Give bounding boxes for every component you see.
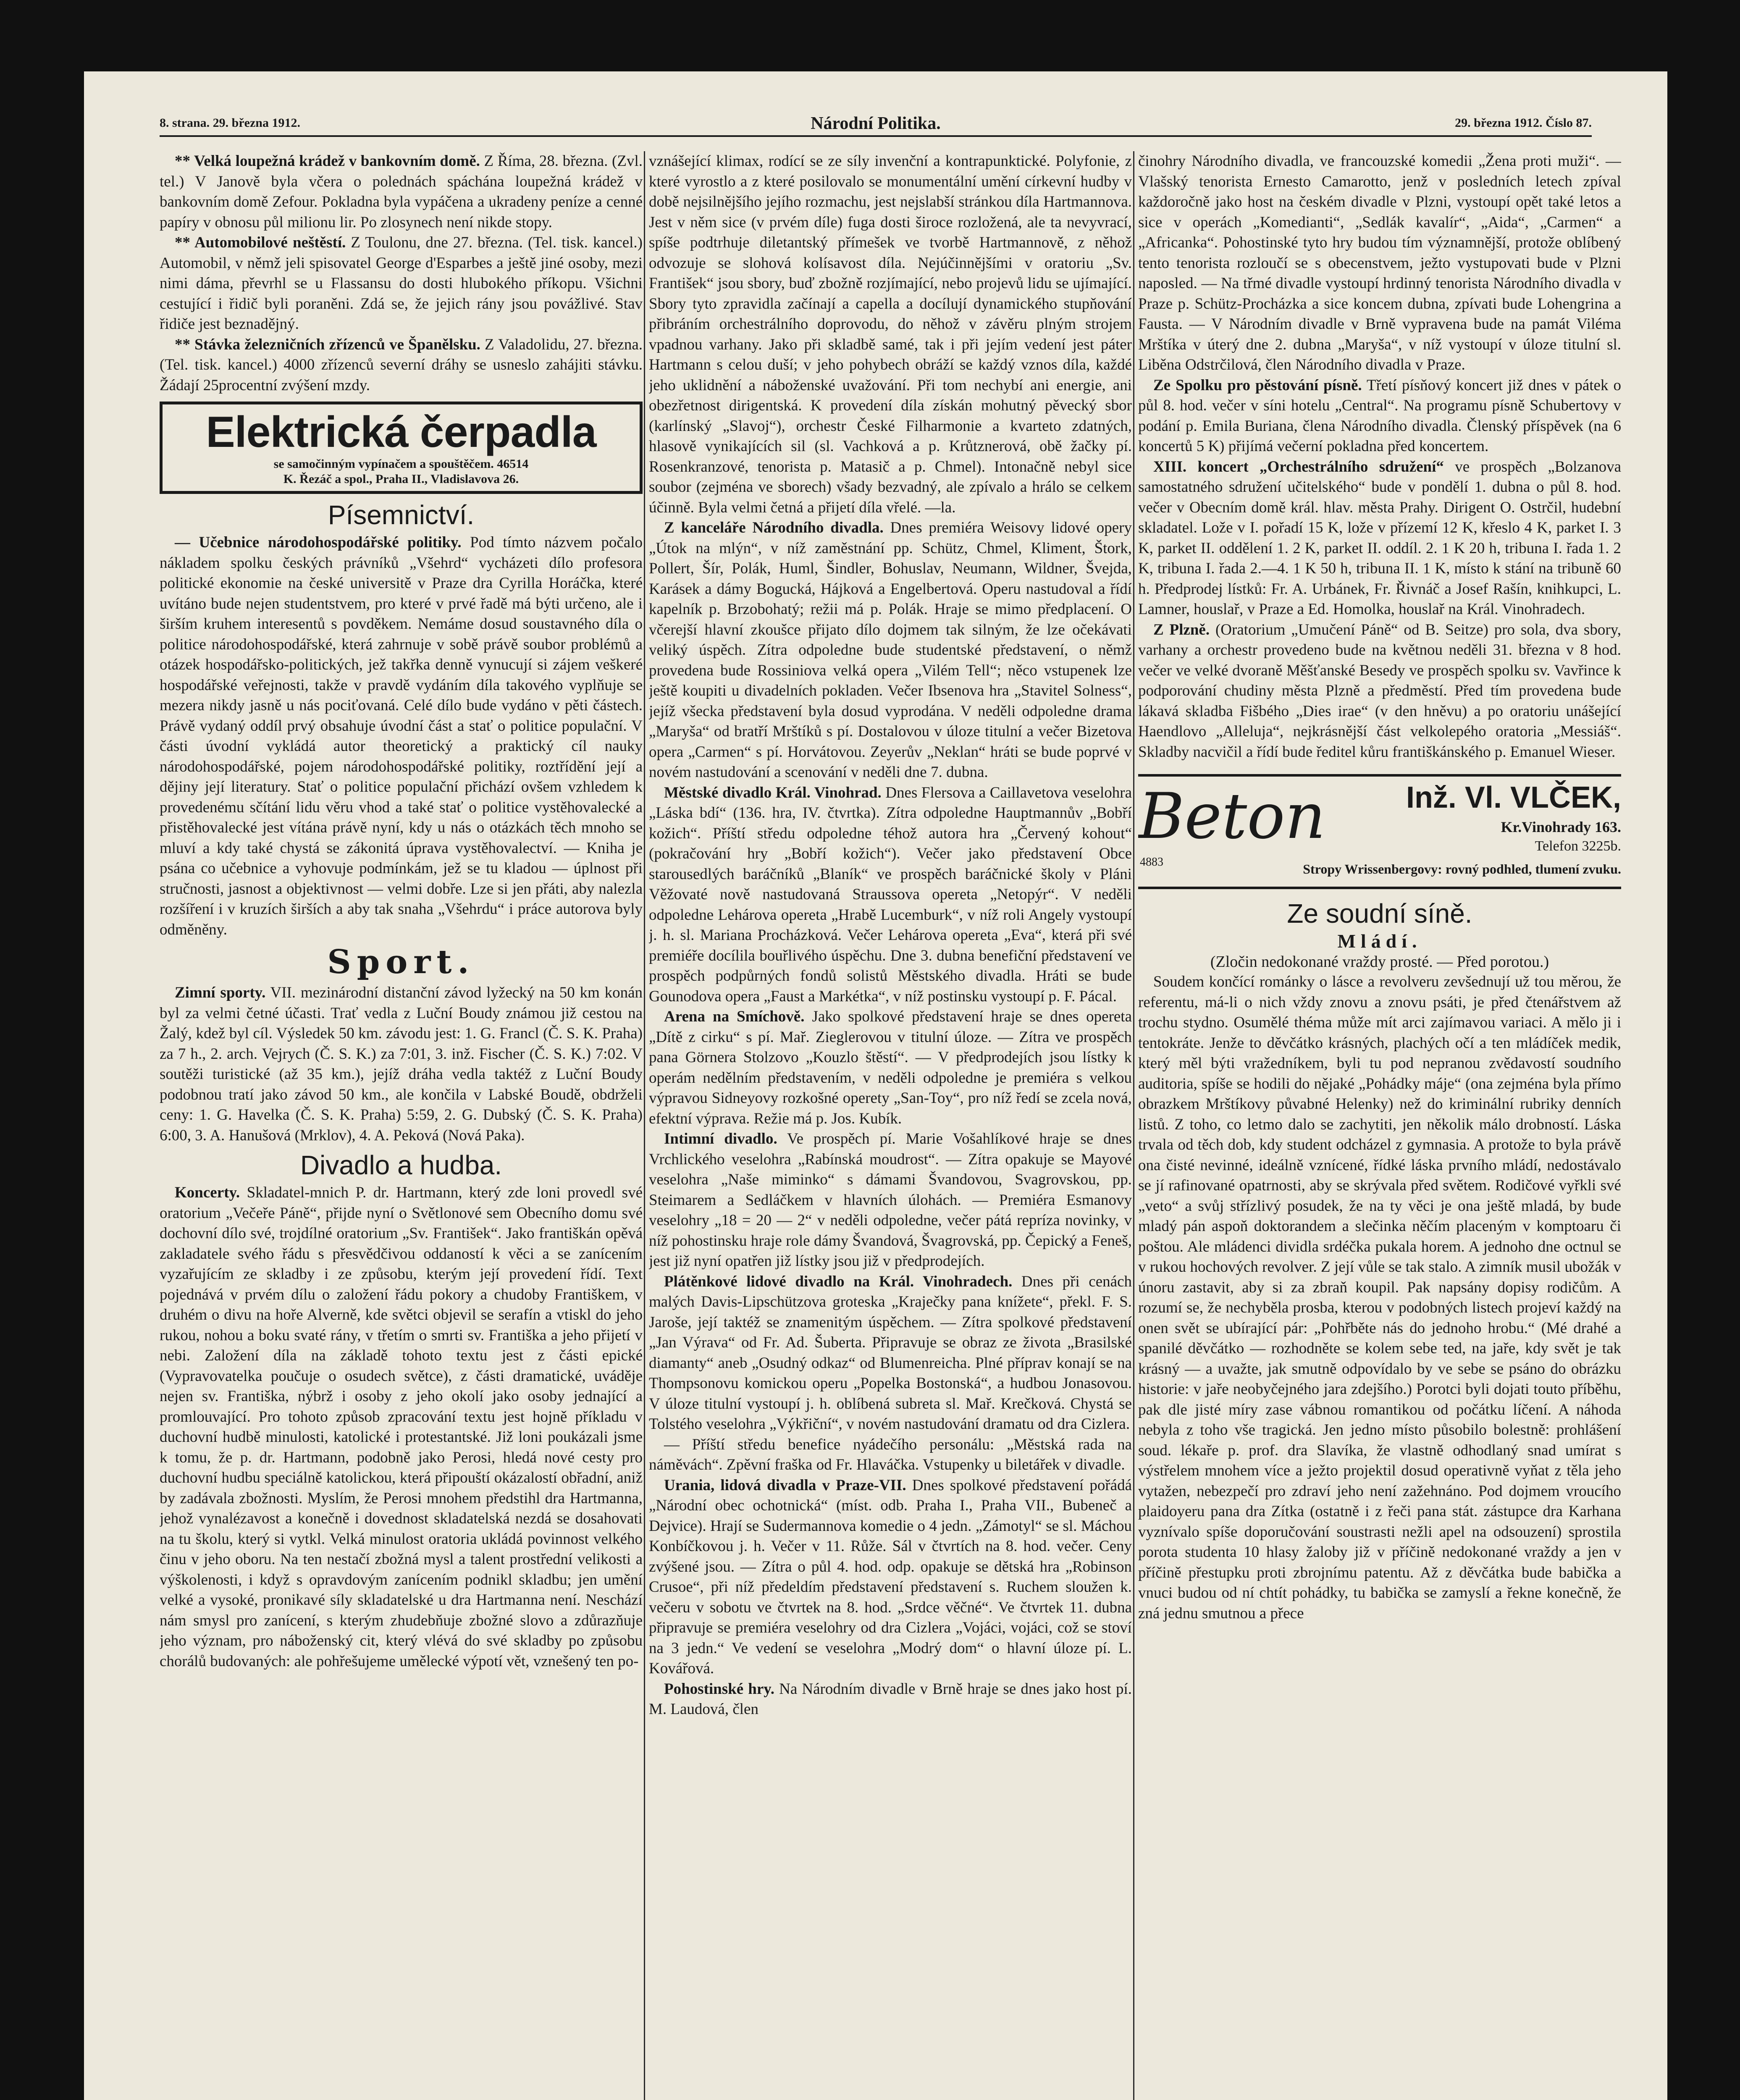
- article-courtroom: Soudem končící románky o lásce a revolveru zevšednují už tou měrou, že referentu, má-li o nich vždy znovu a znovu psáti, je před čtenářstvem až trochu stydno. Osumělé théma může mít arci zajímavou variaci. A mělo ji i tentokráte. Jenže to děvčátko krásných, plachých očí a ten mládíček medik, který měl býti vražedníkem, byli tu pod nepranou zvědavostí soudního auditoria, spíše se hodili do nějaké „Pohádky máje“ (ona zejména byla přímo obrazkem Mrštíkovy půvabné Helenky) než do kriminální rubriky denních listů. Z toho, co letmo dalo se zachytiti, jen několik málo drobností. Láska trvala od těch dob, kdy student odcházel z gymnasia. A protože to byla právě ona čisté nevinné, ideálně vznícené, řídké láska prvního mládí, nedostávalo se jí rafinované opatrnosti, aby se skrývala před světem. Rodičové vyřkli své „veto“ a svůj střízlivý posudek, že na ty věci je ona ještě mladá, by bude mladý pán aspoň doktorandem a slečinka něčím placeným v komptoaru či poštou. Ale mládenci dividla srdéčka pukala horem. A jednoho dne octnul se v rukou hochových revolver. Z její vůle se tak stalo. A zimník musil ubožák v únoru zastavit, aby si za zbraň koupil. Pak napsány dopisy rodičům. A rozumí se, že nechyběla prosba, kterou v podobných listech projeví každý na onen svět se ubírající pár: „Pohřběte nás do jednoho hrobu.“ (Mé drahé a spanilé děvčátko — rozhodněte se kolem sebe ted, na jaře, kdy svět je tak krásný — a uvažte, jak smutně odpovídalo by ve sebe se psáno do obrázku historie: v jaře neobyčejného jara zdejšího.) Porotci byli dojati touto příběhu, pak dle jisté míry zase vábnou romantikou od počátku líčení. A náhoda nebyla z toho vše tragická. Jen jedno místo působilo bolestně: prohlášení soud. lékaře p. prof. dra Slavíka, že vlastně odhodlaný snad umírat s výstřelem mnohem více a ježto projektil dosud operativně vyňat z těla jeho vytažen, nebezpečí pro zdraví jeho není zažehnáno. Pod dojmem vroucího plaidoyeru pana dra Zítka (ostatně i z řeči pana stát. zástupce dra Karhana vyznívalo spíše doporučování soustrasti nežli apel na odsouzení) sprostila porota studenta 10 hlasy žaloby již v příčině nedokonané vraždy a jen v příčině přestupku proti zbrojnímu patentu. Až z děvčátka bude babička a vnuci budou od ní chtít pohádky, tu babička se zamyslí a řekne konečně, že zná jednu smutnou a přece: [1138, 973, 1621, 1622]
- article-heading: Arena na Smíchově.: [664, 1008, 805, 1025]
- advertisement-beton: [1138, 774, 1621, 889]
- article-text: Třetí písňový koncert již dnes v pátek o půl 8. hod. večer v síni hotelu „Central“. Na programu písně Schubertovy v podání p. Emila Buriana, člena Národního divadla. Členský příspěvek (na 6 koncertů 5 K) přijímá večerní pokladna před koncertem.: [1138, 376, 1621, 455]
- column-divider: [644, 151, 645, 2100]
- article-text: Dnes premiéra Weisovy lidové opery „Útok na mlýn“, v níž zaměstnání pp. Schütz, Chmel, Kliment, Štork, Pollert, Šír, Polák, Huml, Šindler, Bohuslav, Neumann, Wildner, Švejda, Karásek a dámy Bogucká, Hájková a Engelbertová. Operu nastudoval a řídí kapelník p. Brzobohatý; režii má p. Polák. Hraje se mimo předplacení. O včerejší hlavní zkoušce přijato dílo dojmem tak silným, že lze očekávati veliký úspěch. Zítra odpoledne bude studentské představení, o němž provedena bude Rossiniova velká opera „Vilém Tell“; něco vstupenek lze ještě koupiti u divadelních pokladen. Večer Ibsenova hra „Stavitel Solness“, jejíž všecka představení byla dosud vyprodána. V neděli odpoledne drama „Maryša“ od bratří Mrštíků s pí. Dostalovou v úloze titulní a večer Bizetova opera „Carmen“ s pí. Horvátovou. Zeyerův „Neklan“ hráti se bude poprvé v novém nastudování a scenování v neděli dne 7. dubna.: [649, 519, 1132, 781]
- article-orchestral-concert: [1138, 457, 1621, 620]
- article-heading: Z Plzně.: [1153, 621, 1210, 638]
- article-text: Na Národním divadle v Brně hraje se dnes jako host pí. M. Laudová, člen: [649, 1680, 1132, 1718]
- ad-description: Stropy Wrissenbergovy: rovný podhled, tlumení zvuku.: [1303, 861, 1621, 877]
- article-heading: Pohostinské hry.: [664, 1680, 774, 1698]
- ad-title: Elektrická čerpadla: [206, 408, 596, 457]
- article-heading: ** Stávka železničních zřízenců ve Španělsku.: [175, 336, 480, 353]
- article-heading: ** Velká loupežná krádež v bankovním domě.: [175, 152, 480, 170]
- article-robbery: [160, 151, 643, 233]
- article-winter-sports: [160, 983, 643, 1146]
- article-urania: [649, 1475, 1132, 1679]
- section-title-literature: Písemnictví.: [328, 500, 475, 530]
- article-text: Z Říma, 28. března. (Zvl. tel.) V Janově byla včera o polednách spáchána loupežná krádež v bankovním domě Zefour. Pokladna byla vypáčena a ukradeny peníze a cenné papíry v obnosu půl milionu lir. Po zlosynech není nikde stopy.: [160, 152, 643, 231]
- article-concerts: [160, 1183, 643, 1672]
- article-concerts-continued: vznášející klimax, rodící se ze síly invenční a kontrapunktické. Polyfonie, z které vyrostlo a z které posilovalo se monumentální umění církevní hudby v době nejsilnějšího jejího rozmachu, jest nejslabší stránkou díla Hartmannova. Jest v něm sice (v prvém díle) fuga dosti široce rozložená, ale ta nevyvrací, spíše podtrhuje diletantský přímešek ve tvorbě Hartmannově, z něhož odvozuje se slohová kolísavost díla. Nejúčinnějšími v oratoriu „Sv. František“ jsou sbory, buď zbožně rozjímající, nebo projevů lidu se ujímající. Sbory tyto zpravidla začínají a capella a docílují dynamického stupňování přibráním orchestrálního doprovodu, do něhož v závěru plným strojem vpadnou varhany. Jako při skladbě samé, tak i při jejím vedení jest páter Hartmann s celou duší; v jeho pohybech obráží se každý vznos díla, každé jeho uklidnění a náboženské uvažování. Při tom nechybí ani energie, ani obezřetnost dirigentská. K provedení díla získán mohutný pěvecký sbor (karlínský „Slavoj“), orchestr České Filharmonie a kvarteto zdatných, hlasově vynikajících sil (sl. Vachková a p. Krůtznerová, obě žačky pí. Rosenkranzové, tenorista p. Matasič a p. Chmel). Intonačně nebyl sice soubor (zejména ve sborech) všady bezvadný, ale zpívalo a hrálo se celkem účinně. Byla velmi četná a přijetí díla vřelé. —la.: [649, 152, 1132, 516]
- article-heading: Zimní sporty.: [175, 984, 266, 1001]
- column-1: [160, 151, 643, 2100]
- newspaper-page: [84, 71, 1667, 2100]
- article-text: Z Valadolidu, 27. března. (Tel. tisk. kancel.) 4000 zřízenců severní dráhy se usneslo zahájiti stávku. Žádají 25procentní zvýšení mzdy.: [160, 336, 643, 394]
- column-divider: [1133, 151, 1134, 2100]
- article-automobile: [160, 233, 643, 335]
- article-benefit: — Příští středu benefice nyádečího personálu: „Městská rada na náměvách“. Zpěvní fraška od Fr. Hlaváčka. Vstupenky u biletářek v divadle.: [649, 1436, 1132, 1473]
- section-title-theatre-music: Divadlo a hudba.: [300, 1150, 502, 1180]
- article-guest-continued: činohry Národního divadla, ve francouzské komedii „Žena proti muži“. — Vlašský tenorista Ernesto Camarotto, jenž v posledních letech zpíval každoročně jako host na českém divadle v Plzni, vystoupí opět také letos a sice v operách „Komedianti“, „Sedlák kavalír“, „Aida“, „Carmen“ a „Africanka“. Pohostinské tyto hry budou tím významnější, protože oblíbený tento tenorista rozloučí se s obecenstvem, ježto vystupovati bude v Plzni naposled. — Na třmé divadle vystoupí hrdinný tenorista Národního divadla v Praze p. Schütz-Procházka a sice koncem dubna, zpívati bude Lohengrina a Fausta. — V Národním divadle v Brně vypravena bude na památ Viléma Mrštíka v úterý dne 2. dubna „Maryša“, v níž vystoupí v úloze titulní sl. Liběna Odstrčilová, člen Národního divadla v Praze.: [1138, 152, 1621, 373]
- header-date-issue: 29. března 1912. Číslo 87.: [1455, 116, 1592, 130]
- page-header: [160, 110, 1592, 137]
- article-heading: Urania, lidová divadla v Praze-VII.: [664, 1476, 906, 1494]
- article-intimate-theatre: [649, 1129, 1132, 1272]
- section-title-sport: Sport.: [327, 943, 475, 981]
- article-song-society: [1138, 375, 1621, 457]
- advertisement-pumps: [160, 402, 643, 494]
- article-text: VII. mezinárodní distanční závod lyžecký na 50 km konán byl za velmi četné účasti. Trať vedla z Luční Boudy známou již cestou na Žalý, kdež byl cíl. Výsledek 50 km. závodu jest: 1. G. Francl (Č. S. K. Praha) za 7 h., 2. arch. Vejrych (Č. S. K.) za 7:01, 3. inž. Fischer (Č. S. K.) 7:02. V soutěži turistické (až 35 km.), jejíž dráha vedla taktéž z Luční Boudy podobnou tratí jako závod 50 km., ale končila v Labské Boudě, obdrželi ceny: 1. G. Havelka (Č. S. K. Praha) 5:59, 2. G. Dubský (Č. S. K. Praha) 6:00, 3. A. Hanušová (Mrklov), 4. A. Peková (Nová Paka).: [160, 984, 643, 1144]
- article-folk-theatre: [649, 1272, 1132, 1435]
- section-title-courtroom: Ze soudní síně.: [1287, 898, 1472, 929]
- ad-address: K. Řezáč a spol., Praha II., Vladislavova 26.: [283, 472, 519, 486]
- article-heading: Plátěnkové lidové divadlo na Král. Vinohradech.: [664, 1273, 1013, 1290]
- article-arena-smichov: [649, 1007, 1132, 1129]
- article-heading: Z kanceláře Národního divadla.: [664, 519, 884, 536]
- article-text: Dnes Flersova a Caillavetova veselohra „Láska bdí“ (136. hra, IV. čtvrtka). Zítra odpoledne Hauptmannův „Bobří kožich“. Příští středu odpoledne téhož autora hra „Červený kohout“ (pokračování hry „Bobří kožich“). Večer jako představení Obce starousedlých baráčníků „Blaník“ ve prospěch baráčnické školy v Pláni Věžovaté nově nastudovaná Straussova opereta „Netopýr“. V neděli odpoledne Lehárova opereta „Hrabě Lucemburk“, v níž roli Angely vystoupí j. h. sl. Mariana Procházková. Večer Lehárova opereta „Eva“, která při své premiéře docílila bouřlivého úspěchu. Dne 3. dubna benefiční představení ve prospěch podpůrných fondů solistů Městského divadla. Hráti se bude Gounodova opera „Faust a Markétka“, v níž postinsku vystoupí p. F. Pácal.: [649, 784, 1132, 1005]
- article-text: Z Toulonu, dne 27. března. (Tel. tisk. kancel.) Automobil, v němž jeli spisovatel George d'Esparbes a ještě jiné osoby, mezi nimi dáma, převrhl se u Flassansu do dosti hlubokého příkopu. Všichni cestující i řidič byli poraněni. Zdá se, že jejich rány jsou povážlivé. Stav řidiče jest beznadějný.: [160, 234, 643, 333]
- article-title-youth: Mládí.: [1337, 930, 1422, 952]
- article-text: Dnes při cenách malých Davis-Lipschützova groteska „Kraječky pana knížete“, překl. F. S. Jaroše, její taktéž se znamenitým úspěchem. — Zítra spolkové představení „Jan Výrava“ od Fr. Ad. Šuberta. Připravuje se obraz ze života „Brasilské diamanty“ aneb „Osudný odkaz“ od Blumenreicha. Plné příprav konají se na Thompsonovu komickou operu „Popelka Bostonská“, a hudbou Jonasovou. V úloze titulní vystoupí j. h. oblíbená subreta sl. Mař. Krečková. Chystá se Tolstého veselohra „Výkřiční“, v novém nastudování dramatu od dra Cizlera.: [649, 1273, 1132, 1433]
- beton-logo: Beton: [1138, 780, 1326, 853]
- article-text: Jako spolkové představení hraje se dnes opereta „Dítě z cirku“ s pí. Mař. Zieglerovou v titulní úloze. — Zítra ve prospěch pana Görnera Stolzovo „Kouzlo štěstí“. — V předprodejích jsou lístky k operám nedělním představením, v neděli odpoledne je premiéra s velkou výpravou Sidneyovy rozkošné operety „San-Toy“, pro níž ředí se zcela nová, efektní výprava. Režie má p. Jos. Kubík.: [649, 1008, 1132, 1127]
- article-subtitle: (Zločin nedokonané vraždy prosté. — Před porotou.): [1210, 953, 1549, 971]
- column-3: [1138, 151, 1621, 2100]
- article-heading: ** Automobilové neštěstí.: [175, 234, 346, 251]
- column-2: [649, 151, 1132, 2100]
- article-heading: Intimní divadlo.: [664, 1130, 777, 1147]
- article-heading: XIII. koncert „Orchestrálního sdružení“: [1153, 458, 1444, 475]
- ad-phone: Telefon 3225b.: [1535, 838, 1621, 854]
- article-heading: Městské divadlo Král. Vinohrad.: [664, 784, 882, 801]
- article-heading: — Učebnice národohospodářské politiky.: [175, 534, 462, 551]
- ad-address: Kr.Vinohrady 163.: [1501, 819, 1621, 835]
- article-text: Dnes spolkové představení pořádá „Národní obec ochotnická“ (míst. odb. Praha I., Praha VII., Bubeneč a Dejvice). Hrají se Sudermannova komedie o 4 jedn. „Zámotyl“ se sl. Máchou Konbíčkovou j. h. Večer v 11. Růže. Sál v čtvrtích na 8. hod. večer. Ceny zvýšené jsou. — Zítra o půl 4. hod. odp. opakuje se dětská hra „Robinson Crusoe“, při níž předeldím představení představení s. Ruchem sloužen k. večeru v sobotu ve čtvrtek na 8. hod. „Srdce věčné“. Ve čtvrtek 11. dubna připravuje se premiéra veselohry od dra Cizlera „Vojáci, vojáci, což se stoví na 3 jedn.“ Ve vedení se veselohra „Modrý dom“ o hlavní úloze pí. L. Kovářová.: [649, 1476, 1132, 1677]
- ad-number: 4883: [1140, 856, 1163, 869]
- article-text: Skladatel-mnich P. dr. Hartmann, který zde loni provedl své oratorium „Večeře Páně“, přijde nyní o Světlonové sem Obecního domu své dochovní dílo své, trojdílné oratorium „Sv. František“. Jako františkán opěvá zakladatele svého řádu s přesvědčivou oddaností k věci a se zanícením vyzařujícím ze skladby i ze způsobu, kterým její provedení řídí. Text pojednává v prvém dílu o založení řádu pokory a chudoby Františkem, v druhém o divu na hoře Alverně, kde světci objevil se serafín a vtiskl do jeho rukou, nohou a boku svaté rány, v třetím o smrti sv. Františka a jeho přijetí v nebi. Založení díla na základě tohoto textu jest z části epické (Vypravovatelka poučuje o osudech světce), z části dramatické, uváděje nejen sv. Františka, nýbrž i osoby z jeho okolí jako osoby jednající a promlouvající. Pro tohoto způsob zpracování textu jest hojně příkladu v duchovní hudbě minulosti, katolické i protestantské. Již loni poukázali jsme k tomu, že p. dr. Hartmann, podobně jako Perosi, hledá nové cesty pro duchovní hudbu speciálně katolickou, která připouští okázalostí obřadní, aniž by zadávala zbožnosti. Myslím, že Perosi mnohem předstihl dra Hartmanna, jehož vynalézavost a konečně i dovednost skladatelská nezdá se dosahovati na tu školu, který si vytkl. Velká minulost oratoria ukládá povinnost velkého činu v jeho oboru. Na ten nestačí zbožná mysl a talent prostřední velikosti a výškolenosti, i když s opravdovým zanícením podnikl skladbu; jen umění velké a vysoké, pronikavé síly skladatelské u dra Hartmanna není. Neschází nám smysl pro zanícení, s kterým zhudebňuje zbožné slovo a zdůrazňuje jeho význam, pro náboženský cit, který vlévá do své skladby po způsobu chorálů budovaných: ale pohřešujeme umělecké výpotí vět, vznešený ten po-: [160, 1184, 643, 1670]
- masthead: Národní Politika.: [811, 114, 941, 133]
- article-text: Ve prospěch pí. Marie Vošahlíkové hraje se dnes Vrchlického veselohra „Rabínská moudrost“. — Zítra opakuje se Mayové veselohra „Naše miminko“ s dámami Švandovou, Svagrovskou, pp. Steimarem a Sedláčkem v hlavních úlohách. — Premiéra Esmanovy veselohry „18 = 20 — 2“ v neděli odpoledne, večer pátá repríza novinky, v níž pohostinsku hraje role dámy Švandová, Švagrovská, pp. Čepický a Feneš, jest již nyní opatřen již lístky jsou již v předprodejích.: [649, 1130, 1132, 1270]
- article-vinohrady-theatre: [649, 783, 1132, 1007]
- article-heading: Koncerty.: [175, 1184, 240, 1201]
- ad-line: se samočinným vypínačem a spouštěčem. 46514: [273, 457, 529, 471]
- article-textbook: [160, 533, 643, 940]
- article-guest-performances: [649, 1679, 1132, 1720]
- ad-firm-name: Inž. Vl. VLČEK,: [1406, 781, 1621, 814]
- article-strike: [160, 335, 643, 396]
- article-national-theatre: [649, 518, 1132, 783]
- article-text: Pod tímto názvem počalo nákladem spolku českých právníků „Všehrd“ vycházeti dílo profesora politické ekonomie na české universitě v Praze dra Cyrilla Horáčka, které uvítáno bude nejen studentstvem, pro které v prvé řadě má býti určeno, ale i širším kruhem interesentů s povděkem. Nemáme dosud soustavného díla o politice národohospodářské, která zahrnuje v sobě právě soubor problémů a otázek hospodářsko-politických, jež takřka denně vynucují si zájem veškeré hospodářské veřejnosti, takže v pravdě vydáním díla takového vyplňuje se mezera nikdy jasně u nás pociťovaná. Celé dílo bude vydáno v pěti částech. Právě vydaný oddíl prvý obsahuje úvodní část a stať o politice populační. V části úvodní vykládá autor theoretický a praktický cíl nauky národohospodářské, pojem národohospodářské politiky, roztřídění její a dějiny její literatury. Stať o politice populační přichází ovšem vzhledem k provedenému sčítání lidu věru vhod a také stať o politice vystěhovalecké a přistěhovalecké jest vítána právě nyní, kdy u nás o otázkách těch mnoho se mluví a kdy také chystá se zákonitá úprava vystěhovalectví. — Kniha je psána co učebnice a vyhovuje podmínkám, jež se tu kladou — úplnost při stručnosti, jasnost a objektivnost — velmi dobře. Lze si jen přáti, aby nalezla rozšíření i v kruzích širších a aby tak snaha „Všehrdu“ i práce autorova byly odměněny.: [160, 534, 643, 938]
- article-text: (Oratorium „Umučení Páně“ od B. Seitze) pro sola, dva sbory, varhany a orchestr provedeno bude na květnou neděli 31. března v 8 hod. večer ve velké dvoraně Měšťanské Besedy ve prospěch spolku sv. Vavřince k podporování chudiny města Plzně a předměstí. Před tím provedena bude lákavá skladba Fišbého „Dies irae“ (v den hněvu) a po oratoriu unášející Haendlovo „Alleluja“, nejkrásnější část velkolepého oratoria „Messiáš“. Skladby nacvičil a řídí bude ředitel kůru františkánského p. Emanuel Wieser.: [1138, 621, 1621, 761]
- article-plzen: [1138, 620, 1621, 763]
- header-page-date: 8. strana. 29. března 1912.: [160, 116, 300, 130]
- article-heading: Ze Spolku pro pěstování písně.: [1153, 376, 1362, 394]
- article-text: ve prospěch „Bolzanova samostatného sdružení učitelského“ bude v pondělí 1. dubna o půl 8. hod. večer v Obecním domě král. hlav. města Prahy. Dirigent O. Ostrčil, hudební skladatel. Lože v I. pořadí 15 K, lože v přízemí 12 K, křeslo 4 K, parket I. 3 K, parket II. oddělení 1. 2 K, parket II. oddíl. 2. 1 K 20 h, tribuna I. řada 1. 2 K, tribuna I. řada 2.—4. 1 K 50 h, tribuna II. 1 K, místo k stání na tribuně 60 h. Předprodej lístků: Fr. A. Urbánek, Fr. Řivnáč a Josef Rašín, knihkupci, L. Lamner, houslař, v Praze a Ed. Homolka, houslař na Král. Vinohradech.: [1138, 458, 1621, 618]
